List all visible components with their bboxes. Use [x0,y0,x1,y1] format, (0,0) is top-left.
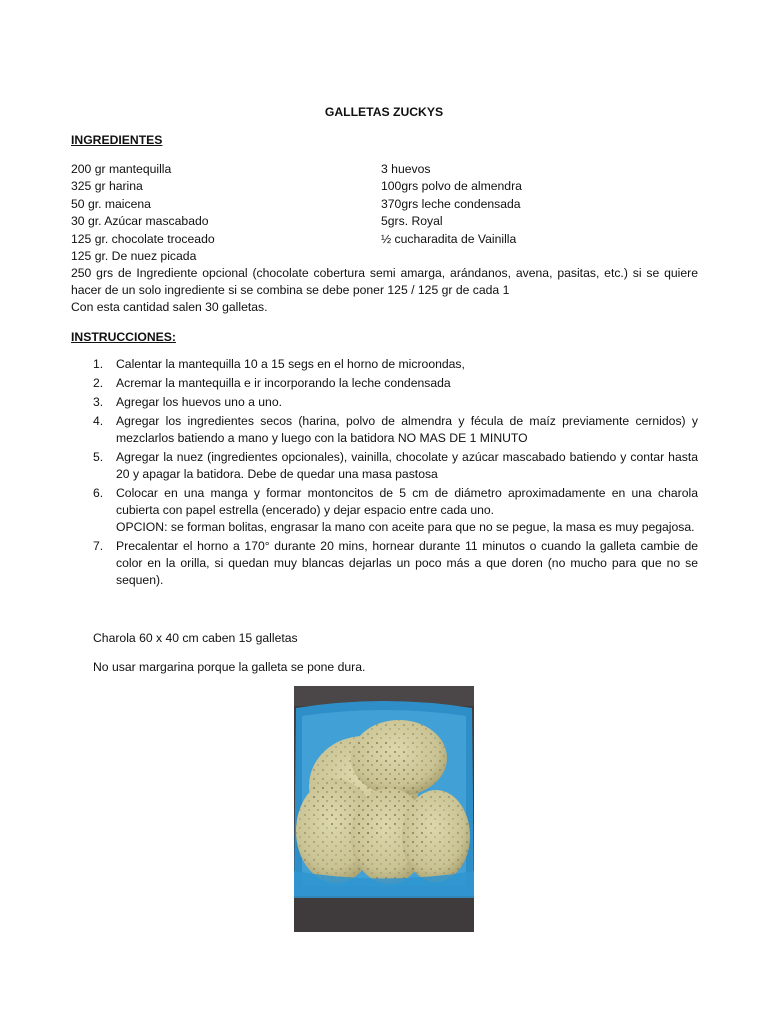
ingredients-right-column [381,161,522,248]
instruction-step [93,485,698,536]
step-text: Precalentar el horno a 170° durante 20 mins, hornear durante 11 minutos o cuando la galleta cambie de color en la orilla, si quedan muy blancas dejarlas un poco más a que doren (no mucho para que no se sequen). [116,539,698,587]
step-text: Colocar en una manga y formar montoncitos de 5 cm de diámetro aproximadamente en una charola cubierta con papel estrella (encerado) y dejar espacio entre cada uno. [116,486,698,517]
ingredient-item: 30 gr. Azúcar mascabado [71,214,209,229]
yield-note: Con esta cantidad salen 30 galletas. [71,300,268,314]
instructions-list [93,356,698,591]
step-text: Agregar los huevos uno a uno. [116,395,283,409]
step-number: 2. [93,376,104,390]
ingredient-item: 200 gr mantequilla [71,162,172,176]
ingredients-left-column [71,161,215,265]
ingredient-item: 100grs polvo de almendra [381,179,522,194]
step-number: 5. [93,450,104,464]
step-number: 6. [93,486,104,500]
step-number: 7. [93,539,104,553]
cookies-photo-illustration [294,686,474,932]
step-number: 1. [93,357,104,371]
step-number: 4. [93,414,104,428]
instruction-step [93,356,698,373]
instruction-step [93,413,698,447]
step-text: Calentar la mantequilla 10 a 15 segs en el horno de microondas, [116,357,465,371]
instructions-heading: INSTRUCCIONES: [71,330,176,344]
instruction-step [93,394,698,411]
optional-ingredient-note: 250 grs de Ingrediente opcional (chocolate cobertura semi amarga, arándanos, avena, pasitas, etc.) si se quiere hacer de un solo ingrediente si se combina se debe poner 125 / 125 gr de cada 1 [71,266,698,297]
ingredient-item: 125 gr. De nuez picada [71,248,197,263]
ingredient-item: ½ cucharadita de Vainilla [381,231,517,246]
ingredient-item: 5grs. Royal [381,214,443,229]
ingredient-item: 370grs leche condensada [381,196,521,211]
step-text: Acremar la mantequilla e ir incorporando la leche condensada [116,376,451,390]
cookies-in-container-photo [294,686,474,932]
step-text: Agregar la nuez (ingredientes opcionales), vainilla, chocolate y azúcar mascabado batiendo y contar hasta 20 y apagar la batidora. Debe de quedar una masa pastosa [116,450,698,481]
recipe-title: GALLETAS ZUCKYS [324,105,444,119]
step-text: Agregar los ingredientes secos (harina, polvo de almendra y fécula de maíz previamente cernidos) y mezclarlos batiendo a mano y luego con la batidora NO MAS DE 1 MINUTO [116,414,698,445]
ingredient-item: 3 huevos [381,162,431,176]
step-number: 3. [93,395,104,409]
instruction-step [93,449,698,483]
ingredient-item: 325 gr harina [71,179,143,194]
instruction-step [93,538,698,589]
instruction-step [93,375,698,392]
ingredients-heading: INGREDIENTES [71,133,163,147]
ingredient-item: 50 gr. maicena [71,196,151,211]
step-option-note: OPCION: se forman bolitas, engrasar la mano con aceite para que no se pegue, la masa es muy pegajosa. [116,520,695,534]
tray-note: Charola 60 x 40 cm caben 15 galletas [93,631,298,645]
margarine-note: No usar margarina porque la galleta se pone dura. [93,660,366,674]
ingredient-item: 125 gr. chocolate troceado [71,231,215,246]
